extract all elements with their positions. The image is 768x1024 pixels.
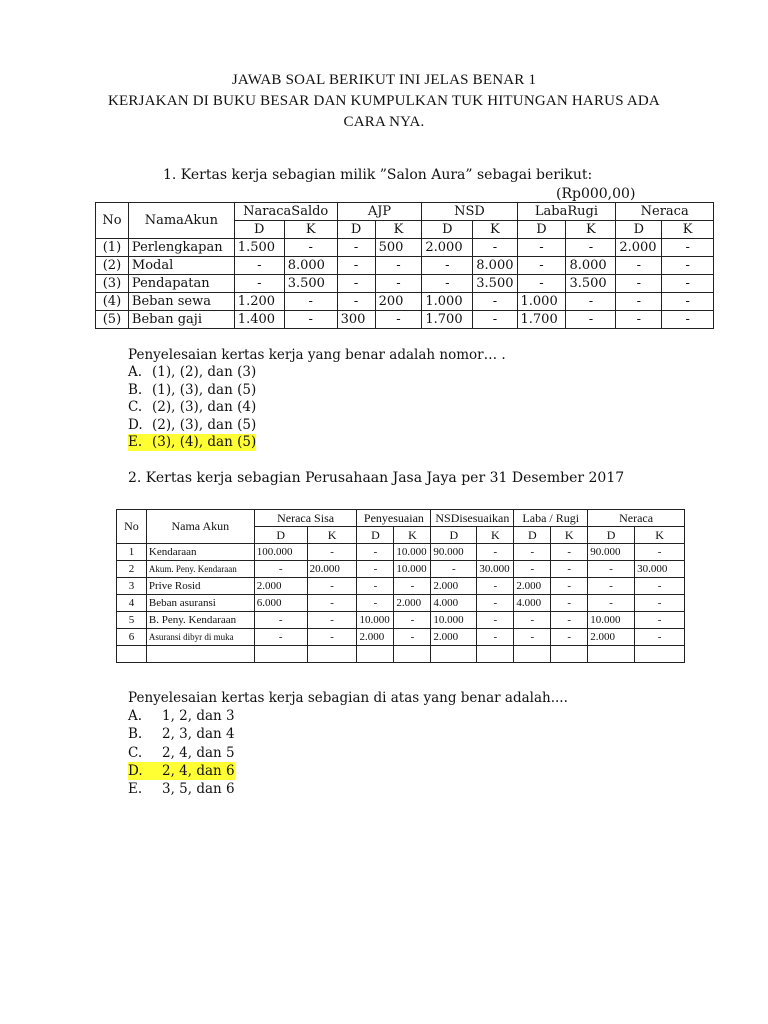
table-cell: 2.000 <box>514 578 551 595</box>
row-number: 3 <box>117 578 147 595</box>
title-line-3: CARA NYA. <box>343 114 425 130</box>
table-row <box>96 275 714 293</box>
table-cell: 4.000 <box>431 595 477 612</box>
empty-cell <box>357 646 394 663</box>
answer-option <box>128 725 568 743</box>
table-cell: - <box>254 561 307 578</box>
debit-credit-header: K <box>635 527 685 544</box>
table-cell: - <box>307 612 357 629</box>
empty-cell <box>146 646 254 663</box>
option-text: 2, 3, dan 4 <box>162 726 235 743</box>
table-cell: - <box>357 544 394 561</box>
table-cell: - <box>635 544 685 561</box>
option-letter: E. <box>128 781 143 798</box>
debit-credit-header: K <box>473 221 517 239</box>
table-cell: - <box>514 561 551 578</box>
option-text: (2), (3), dan (5) <box>152 416 257 433</box>
debit-credit-header: D <box>616 221 662 239</box>
answer-option <box>128 744 568 762</box>
question-1-prompt: Penyelesaian kertas kerja yang benar adalah nomor… . <box>128 347 506 363</box>
table-cell: - <box>254 629 307 646</box>
table-cell: - <box>662 239 714 257</box>
answer-option <box>128 762 568 780</box>
account-name: Prive Rosid <box>146 578 254 595</box>
table-cell: 4.000 <box>514 595 551 612</box>
debit-credit-header: D <box>254 527 307 544</box>
table-row <box>117 578 685 595</box>
account-name: Akum. Peny. Kendaraan <box>146 561 254 578</box>
empty-cell <box>514 646 551 663</box>
table-cell: - <box>473 311 517 329</box>
column-header: NSDisesuaikan <box>431 510 514 527</box>
table-cell: - <box>422 275 473 293</box>
option-text: 2, 4, dan 5 <box>162 744 235 761</box>
table-cell: 1.700 <box>422 311 473 329</box>
table-row <box>96 293 714 311</box>
table-cell: - <box>517 275 566 293</box>
table-cell: - <box>662 293 714 311</box>
column-header: Nama Akun <box>146 510 254 544</box>
column-header: NaracaSaldo <box>234 203 337 221</box>
table-cell: - <box>477 578 514 595</box>
table-cell: - <box>234 257 284 275</box>
table-cell: 10.000 <box>588 612 635 629</box>
row-number: (1) <box>96 239 129 257</box>
table-cell: 10.000 <box>394 544 431 561</box>
table-cell: - <box>566 239 616 257</box>
table-cell: 90.000 <box>588 544 635 561</box>
option-letter: A. <box>128 708 143 725</box>
row-number: 4 <box>117 595 147 612</box>
table-cell: - <box>307 578 357 595</box>
option-letter: C. <box>128 399 143 416</box>
option-letter: E. <box>128 434 143 451</box>
table-cell: - <box>514 612 551 629</box>
empty-cell <box>477 646 514 663</box>
title-line-1: JAWAB SOAL BERIKUT INI JELAS BENAR 1 <box>231 72 537 88</box>
table-cell: 3.500 <box>284 275 337 293</box>
table-cell: - <box>588 561 635 578</box>
table-cell: 500 <box>375 239 422 257</box>
table-row <box>117 612 685 629</box>
table-cell: - <box>551 595 588 612</box>
option-text: (1), (3), dan (5) <box>152 381 257 398</box>
option-letter: D. <box>128 762 143 779</box>
answer-option <box>128 364 506 381</box>
table-cell: 1.000 <box>517 293 566 311</box>
table-cell: - <box>375 311 422 329</box>
table-row <box>117 595 685 612</box>
worksheet-table-2 <box>116 509 685 663</box>
table-cell: - <box>337 275 375 293</box>
table-cell: - <box>357 561 394 578</box>
column-header: No <box>96 203 129 239</box>
table-cell: - <box>477 629 514 646</box>
row-number: 6 <box>117 629 147 646</box>
table-cell: - <box>254 612 307 629</box>
answer-option <box>128 417 506 434</box>
table-cell: - <box>662 275 714 293</box>
empty-cell <box>551 646 588 663</box>
table-cell: 10.000 <box>431 612 477 629</box>
account-name: Modal <box>128 257 234 275</box>
table-cell: 2.000 <box>431 578 477 595</box>
answer-option <box>128 434 506 451</box>
table-row <box>96 257 714 275</box>
answer-option <box>128 780 568 798</box>
debit-credit-header: K <box>551 527 588 544</box>
table-cell: - <box>588 578 635 595</box>
option-text: 2, 4, dan 6 <box>162 762 235 779</box>
table-cell: - <box>514 544 551 561</box>
table-cell: - <box>234 275 284 293</box>
option-letter: C. <box>128 744 143 761</box>
column-header: Neraca <box>616 203 714 221</box>
debit-credit-header: D <box>422 221 473 239</box>
table-cell: - <box>635 629 685 646</box>
question-1-text: 1. Kertas kerja sebagian milik ”Salon Aura” sebagai berikut: <box>163 167 593 183</box>
table-cell: 1.400 <box>234 311 284 329</box>
option-letter: A. <box>128 364 143 381</box>
table-cell: - <box>284 311 337 329</box>
table-cell: - <box>431 561 477 578</box>
account-name: Kendaraan <box>146 544 254 561</box>
table-cell: - <box>307 629 357 646</box>
table-cell: - <box>662 311 714 329</box>
table-cell: - <box>477 612 514 629</box>
table-cell: 8.000 <box>284 257 337 275</box>
table-cell: - <box>551 544 588 561</box>
answer-option <box>128 382 506 399</box>
debit-credit-header: K <box>375 221 422 239</box>
option-text: (2), (3), dan (4) <box>152 399 257 416</box>
column-header: AJP <box>337 203 422 221</box>
option-letter: D. <box>128 416 143 433</box>
table-cell: - <box>616 257 662 275</box>
table-cell: 8.000 <box>473 257 517 275</box>
table-cell: 2.000 <box>588 629 635 646</box>
table-cell: 8.000 <box>566 257 616 275</box>
row-number: (4) <box>96 293 129 311</box>
table-cell: - <box>284 293 337 311</box>
table-cell: - <box>337 293 375 311</box>
table-cell: - <box>394 612 431 629</box>
table-row <box>117 561 685 578</box>
table-cell: 300 <box>337 311 375 329</box>
table-cell: 2.000 <box>422 239 473 257</box>
debit-credit-header: D <box>431 527 477 544</box>
debit-credit-header: K <box>284 221 337 239</box>
column-header: NamaAkun <box>128 203 234 239</box>
table-row <box>96 311 714 329</box>
debit-credit-header: K <box>662 221 714 239</box>
table-cell: - <box>337 239 375 257</box>
table-cell: 100.000 <box>254 544 307 561</box>
header-row <box>117 510 685 527</box>
debit-credit-header: D <box>517 221 566 239</box>
table-row <box>96 239 714 257</box>
row-number: 1 <box>117 544 147 561</box>
column-header: Laba / Rugi <box>514 510 588 527</box>
table-cell: - <box>616 293 662 311</box>
empty-cell <box>307 646 357 663</box>
row-number: 5 <box>117 612 147 629</box>
table-cell: - <box>473 293 517 311</box>
table-cell: 200 <box>375 293 422 311</box>
table-cell: 2.000 <box>431 629 477 646</box>
account-name: Beban sewa <box>128 293 234 311</box>
row-number: 2 <box>117 561 147 578</box>
empty-row <box>117 646 685 663</box>
empty-cell <box>588 646 635 663</box>
header-row <box>96 203 714 221</box>
debit-credit-header: D <box>514 527 551 544</box>
column-header: No <box>117 510 147 544</box>
table-cell: 10.000 <box>357 612 394 629</box>
table-cell: 30.000 <box>477 561 514 578</box>
question-2-text: 2. Kertas kerja sebagian Perusahaan Jasa Jaya per 31 Desember 2017 <box>128 470 625 486</box>
option-text: (1), (2), dan (3) <box>152 364 257 381</box>
empty-cell <box>431 646 477 663</box>
table-cell: 1.700 <box>517 311 566 329</box>
table-cell: - <box>616 275 662 293</box>
debit-credit-header: K <box>307 527 357 544</box>
account-name: Asuransi dibyr di muka <box>146 629 254 646</box>
table-cell: 20.000 <box>307 561 357 578</box>
question-1-options <box>128 347 506 451</box>
answer-option <box>128 707 568 725</box>
table-cell: - <box>357 595 394 612</box>
debit-credit-header: K <box>566 221 616 239</box>
account-name: B. Peny. Kendaraan <box>146 612 254 629</box>
option-text: (3), (4), dan (5) <box>152 434 257 451</box>
question-1-unit: (Rp000,00) <box>556 186 636 202</box>
empty-cell <box>254 646 307 663</box>
table-cell: 30.000 <box>635 561 685 578</box>
table-cell: - <box>551 629 588 646</box>
debit-credit-header: K <box>477 527 514 544</box>
table-cell: - <box>422 257 473 275</box>
table-cell: 1.000 <box>422 293 473 311</box>
account-name: Perlengkapan <box>128 239 234 257</box>
table-cell: - <box>566 311 616 329</box>
debit-credit-header: D <box>337 221 375 239</box>
column-header: Penyesuaian <box>357 510 431 527</box>
table-cell: 6.000 <box>254 595 307 612</box>
table-cell: - <box>616 311 662 329</box>
table-cell: - <box>662 257 714 275</box>
table-cell: - <box>477 544 514 561</box>
table-cell: - <box>394 578 431 595</box>
column-header: LabaRugi <box>517 203 616 221</box>
row-number: (5) <box>96 311 129 329</box>
table-cell: 1.500 <box>234 239 284 257</box>
table-cell: 10.000 <box>394 561 431 578</box>
empty-cell <box>394 646 431 663</box>
table-cell: - <box>635 612 685 629</box>
worksheet-table-1 <box>95 202 714 329</box>
account-name: Beban asuransi <box>146 595 254 612</box>
table-cell: - <box>517 257 566 275</box>
table-cell: - <box>284 239 337 257</box>
table-cell: - <box>473 239 517 257</box>
option-text: 3, 5, dan 6 <box>162 781 235 798</box>
page-title <box>0 70 768 133</box>
table-cell: - <box>635 595 685 612</box>
debit-credit-header: D <box>357 527 394 544</box>
table-cell: - <box>517 239 566 257</box>
table-cell: - <box>375 257 422 275</box>
debit-credit-header: D <box>588 527 635 544</box>
table-cell: - <box>394 629 431 646</box>
row-number: (2) <box>96 257 129 275</box>
table-cell: - <box>514 629 551 646</box>
table-cell: 1.200 <box>234 293 284 311</box>
column-header: Neraca <box>588 510 685 527</box>
table-cell: 2.000 <box>357 629 394 646</box>
option-letter: B. <box>128 381 143 398</box>
table-cell: - <box>357 578 394 595</box>
table-cell: 3.500 <box>473 275 517 293</box>
table-cell: 90.000 <box>431 544 477 561</box>
column-header: NSD <box>422 203 517 221</box>
table-row <box>117 629 685 646</box>
table-cell: - <box>551 578 588 595</box>
table-cell: - <box>375 275 422 293</box>
question-2-options <box>128 689 568 798</box>
account-name: Beban gaji <box>128 311 234 329</box>
table-cell: - <box>588 595 635 612</box>
empty-cell <box>117 646 147 663</box>
table-cell: - <box>307 544 357 561</box>
table-cell: - <box>337 257 375 275</box>
empty-cell <box>635 646 685 663</box>
account-name: Pendapatan <box>128 275 234 293</box>
table-cell: - <box>307 595 357 612</box>
question-2-prompt: Penyelesaian kertas kerja sebagian di atas yang benar adalah.... <box>128 690 568 706</box>
table-row <box>117 544 685 561</box>
option-letter: B. <box>128 726 143 743</box>
answer-option <box>128 399 506 416</box>
title-line-2: KERJAKAN DI BUKU BESAR DAN KUMPULKAN TUK HITUNGAN HARUS ADA <box>108 93 660 109</box>
column-header: Neraca Sisa <box>254 510 357 527</box>
table-cell: 3.500 <box>566 275 616 293</box>
table-cell: - <box>635 578 685 595</box>
option-text: 1, 2, dan 3 <box>162 708 235 725</box>
debit-credit-header: K <box>394 527 431 544</box>
table-cell: - <box>566 293 616 311</box>
table-cell: - <box>551 612 588 629</box>
table-cell: - <box>477 595 514 612</box>
row-number: (3) <box>96 275 129 293</box>
table-cell: 2.000 <box>616 239 662 257</box>
debit-credit-header: D <box>234 221 284 239</box>
table-cell: - <box>551 561 588 578</box>
table-cell: 2.000 <box>254 578 307 595</box>
table-cell: 2.000 <box>394 595 431 612</box>
